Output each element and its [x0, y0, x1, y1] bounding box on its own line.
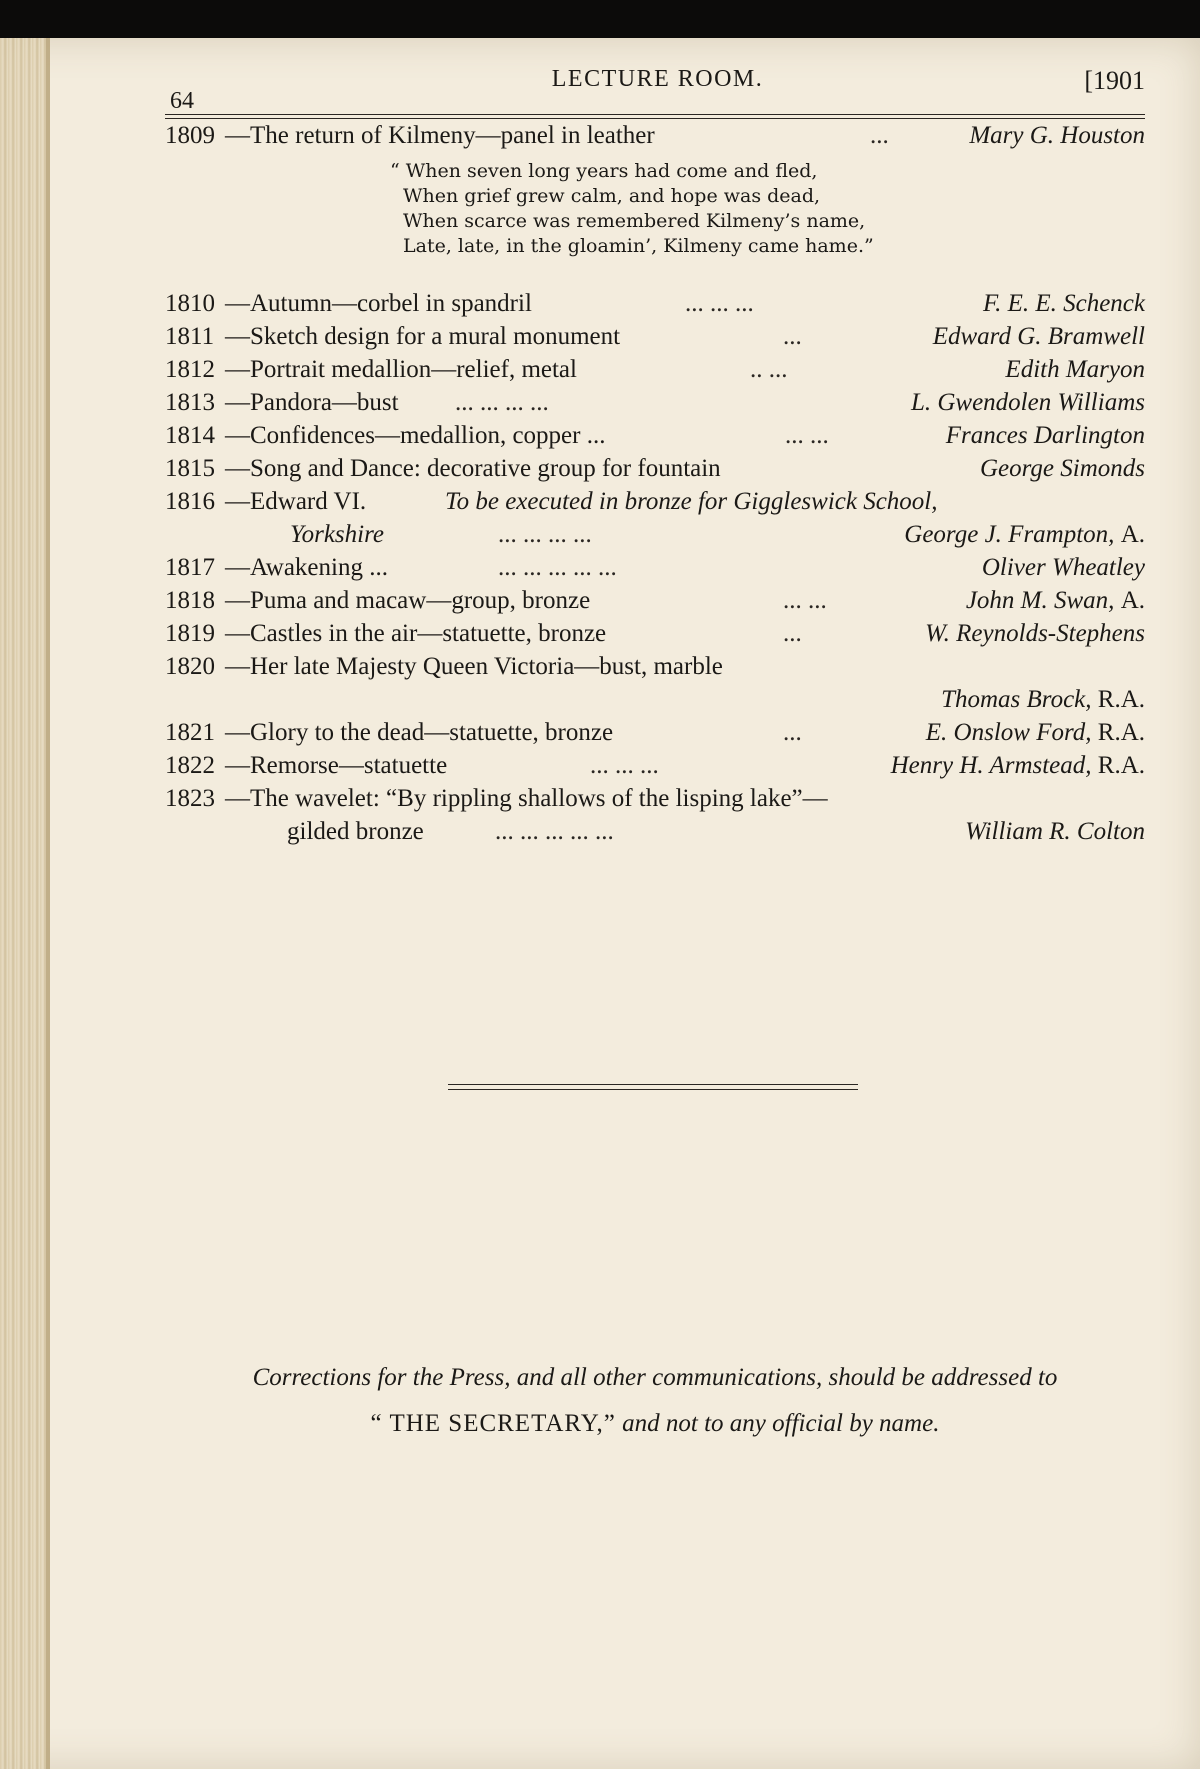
entry-title: —Castles in the air—statuette, bronze [225, 620, 607, 647]
entry-number: 1821 [165, 719, 215, 746]
artist-name: Henry H. Armstead, [890, 752, 1092, 779]
secretary-label: “ THE SECRETARY,” [370, 1410, 616, 1437]
entry-number: 1814 [165, 422, 215, 449]
entry-1813 [165, 389, 1145, 423]
artist-suffix: R.A. [1097, 719, 1145, 746]
leader-dots: ... [870, 122, 889, 149]
artist-suffix: R.A. [1097, 752, 1145, 779]
book-page [0, 38, 1200, 1769]
entry-1818 [165, 587, 1145, 621]
entry-title: —Awakening ... [225, 554, 388, 581]
leader-dots: ... ... ... [590, 752, 659, 779]
entry-title: —The wavelet: “By rippling shallows of the lisping lake”— [225, 785, 828, 812]
entry-1823-continuation [165, 818, 1145, 852]
entry-artist: W. Reynolds-Stephens [925, 620, 1145, 647]
quote-line: “ When seven long years had come and fled, [390, 160, 818, 182]
page-number: 64 [170, 88, 194, 114]
entry-1812 [165, 356, 1145, 390]
entry-number: 1817 [165, 554, 215, 581]
entry-number: 1809 [165, 122, 215, 149]
entry-title: —Glory to the dead—statuette, bronze [225, 719, 614, 746]
entry-1816 [165, 488, 1145, 522]
leader-dots: ... ... [785, 422, 829, 449]
leader-dots: ... [783, 620, 802, 647]
section-divider [448, 1084, 858, 1090]
entry-number: 1812 [165, 356, 215, 383]
entry-artist [926, 719, 1145, 747]
header-rule [165, 114, 1145, 119]
quote-line: When grief grew calm, and hope was dead, [403, 185, 821, 207]
entry-title: —Puma and macaw—group, bronze [225, 587, 591, 614]
entry-1822 [165, 752, 1145, 786]
entry-number: 1823 [165, 785, 215, 812]
entry-number: 1813 [165, 389, 215, 416]
notice-line-2-rest: and not to any official by name. [622, 1410, 940, 1437]
entry-1810 [165, 290, 1145, 324]
entry-title: —Sketch design for a mural monument [225, 323, 621, 350]
entry-1815 [165, 455, 1145, 489]
leader-dots: ... [783, 719, 802, 746]
leader-dots: ... ... ... ... ... [495, 818, 614, 845]
entry-artist: Frances Darlington [945, 422, 1145, 449]
entry-title: —Autumn—corbel in spandril [225, 290, 532, 317]
entry-artist: Edith Maryon [1005, 356, 1145, 383]
entry-artist: Oliver Wheatley [981, 554, 1145, 581]
entry-number: 1815 [165, 455, 215, 482]
entry-number: 1818 [165, 587, 215, 614]
entry-artist [941, 686, 1145, 714]
entry-title: —Confidences—medallion, copper ... [225, 422, 606, 449]
entry-continuation: Yorkshire [290, 521, 385, 548]
leader-dots: ... [783, 323, 802, 350]
entry-1809 [165, 122, 1145, 156]
entry-note: To be executed in bronze for Giggleswick School, [445, 488, 938, 515]
page-edge [0, 38, 46, 1769]
entry-number: 1811 [165, 323, 215, 350]
entry-1820 [165, 653, 1145, 687]
entry-title: —Her late Majesty Queen Victoria—bust, marble [225, 653, 723, 680]
leader-dots: ... ... [783, 587, 827, 614]
page-header [170, 60, 1145, 114]
entry-artist: Edward G. Bramwell [932, 323, 1145, 350]
year-mark: [1901 [1084, 66, 1145, 95]
quote-line: When scarce was remembered Kilmeny’s name, [403, 210, 866, 232]
artist-suffix: A. [1120, 587, 1145, 614]
entry-artist: William R. Colton [965, 818, 1145, 845]
entry-continuation: gilded bronze [287, 818, 424, 845]
entry-title: —Remorse—statuette [225, 752, 448, 779]
entry-number: 1819 [165, 620, 215, 647]
leader-dots: ... ... ... [685, 290, 754, 317]
artist-name: E. Onslow Ford, [925, 719, 1092, 746]
leader-dots: ... ... ... ... ... [498, 554, 617, 581]
notice-line-1: Corrections for the Press, and all other communications, should be addressed to [252, 1364, 1058, 1391]
leader-dots: .. ... [750, 356, 788, 383]
quote-line: Late, late, in the gloamin’, Kilmeny came hame.” [403, 235, 874, 257]
entry-1820-artist [165, 686, 1145, 720]
entry-artist: Mary G. Houston [969, 122, 1145, 149]
running-head: LECTURE ROOM. [551, 66, 764, 92]
entry-title: —Song and Dance: decorative group for fountain [225, 455, 721, 482]
entry-1811 [165, 323, 1145, 357]
artist-suffix: A. [1120, 521, 1145, 548]
artist-name: Thomas Brock, [941, 686, 1092, 713]
artist-name: John M. Swan, [965, 587, 1115, 614]
entry-1821 [165, 719, 1145, 753]
artist-suffix: R.A. [1097, 686, 1145, 713]
entry-title: —Portrait medallion—relief, metal [225, 356, 577, 383]
entry-artist: F. E. E. Schenck [983, 290, 1145, 317]
entry-number: 1820 [165, 653, 215, 680]
entry-number: 1816 [165, 488, 215, 515]
entry-artist: L. Gwendolen Williams [910, 389, 1145, 416]
entry-number: 1810 [165, 290, 215, 317]
entry-title: —Edward VI. [225, 488, 367, 515]
entry-artist [966, 587, 1145, 615]
leader-dots: ... ... ... ... [455, 389, 549, 416]
entry-title: —Pandora—bust [225, 389, 399, 416]
entry-artist: George Simonds [979, 455, 1145, 482]
entry-1819 [165, 620, 1145, 654]
entry-1823 [165, 785, 1145, 819]
entry-1816-continuation [165, 521, 1145, 555]
entry-1814 [165, 422, 1145, 456]
leader-dots: ... ... ... ... [498, 521, 592, 548]
notice-line-2 [165, 1410, 1145, 1438]
entry-title: —The return of Kilmeny—panel in leather [225, 122, 655, 149]
entry-artist [891, 752, 1145, 780]
entry-1817 [165, 554, 1145, 588]
artist-name: George J. Frampton, [904, 521, 1115, 548]
entry-number: 1822 [165, 752, 215, 779]
entry-artist [904, 521, 1145, 549]
